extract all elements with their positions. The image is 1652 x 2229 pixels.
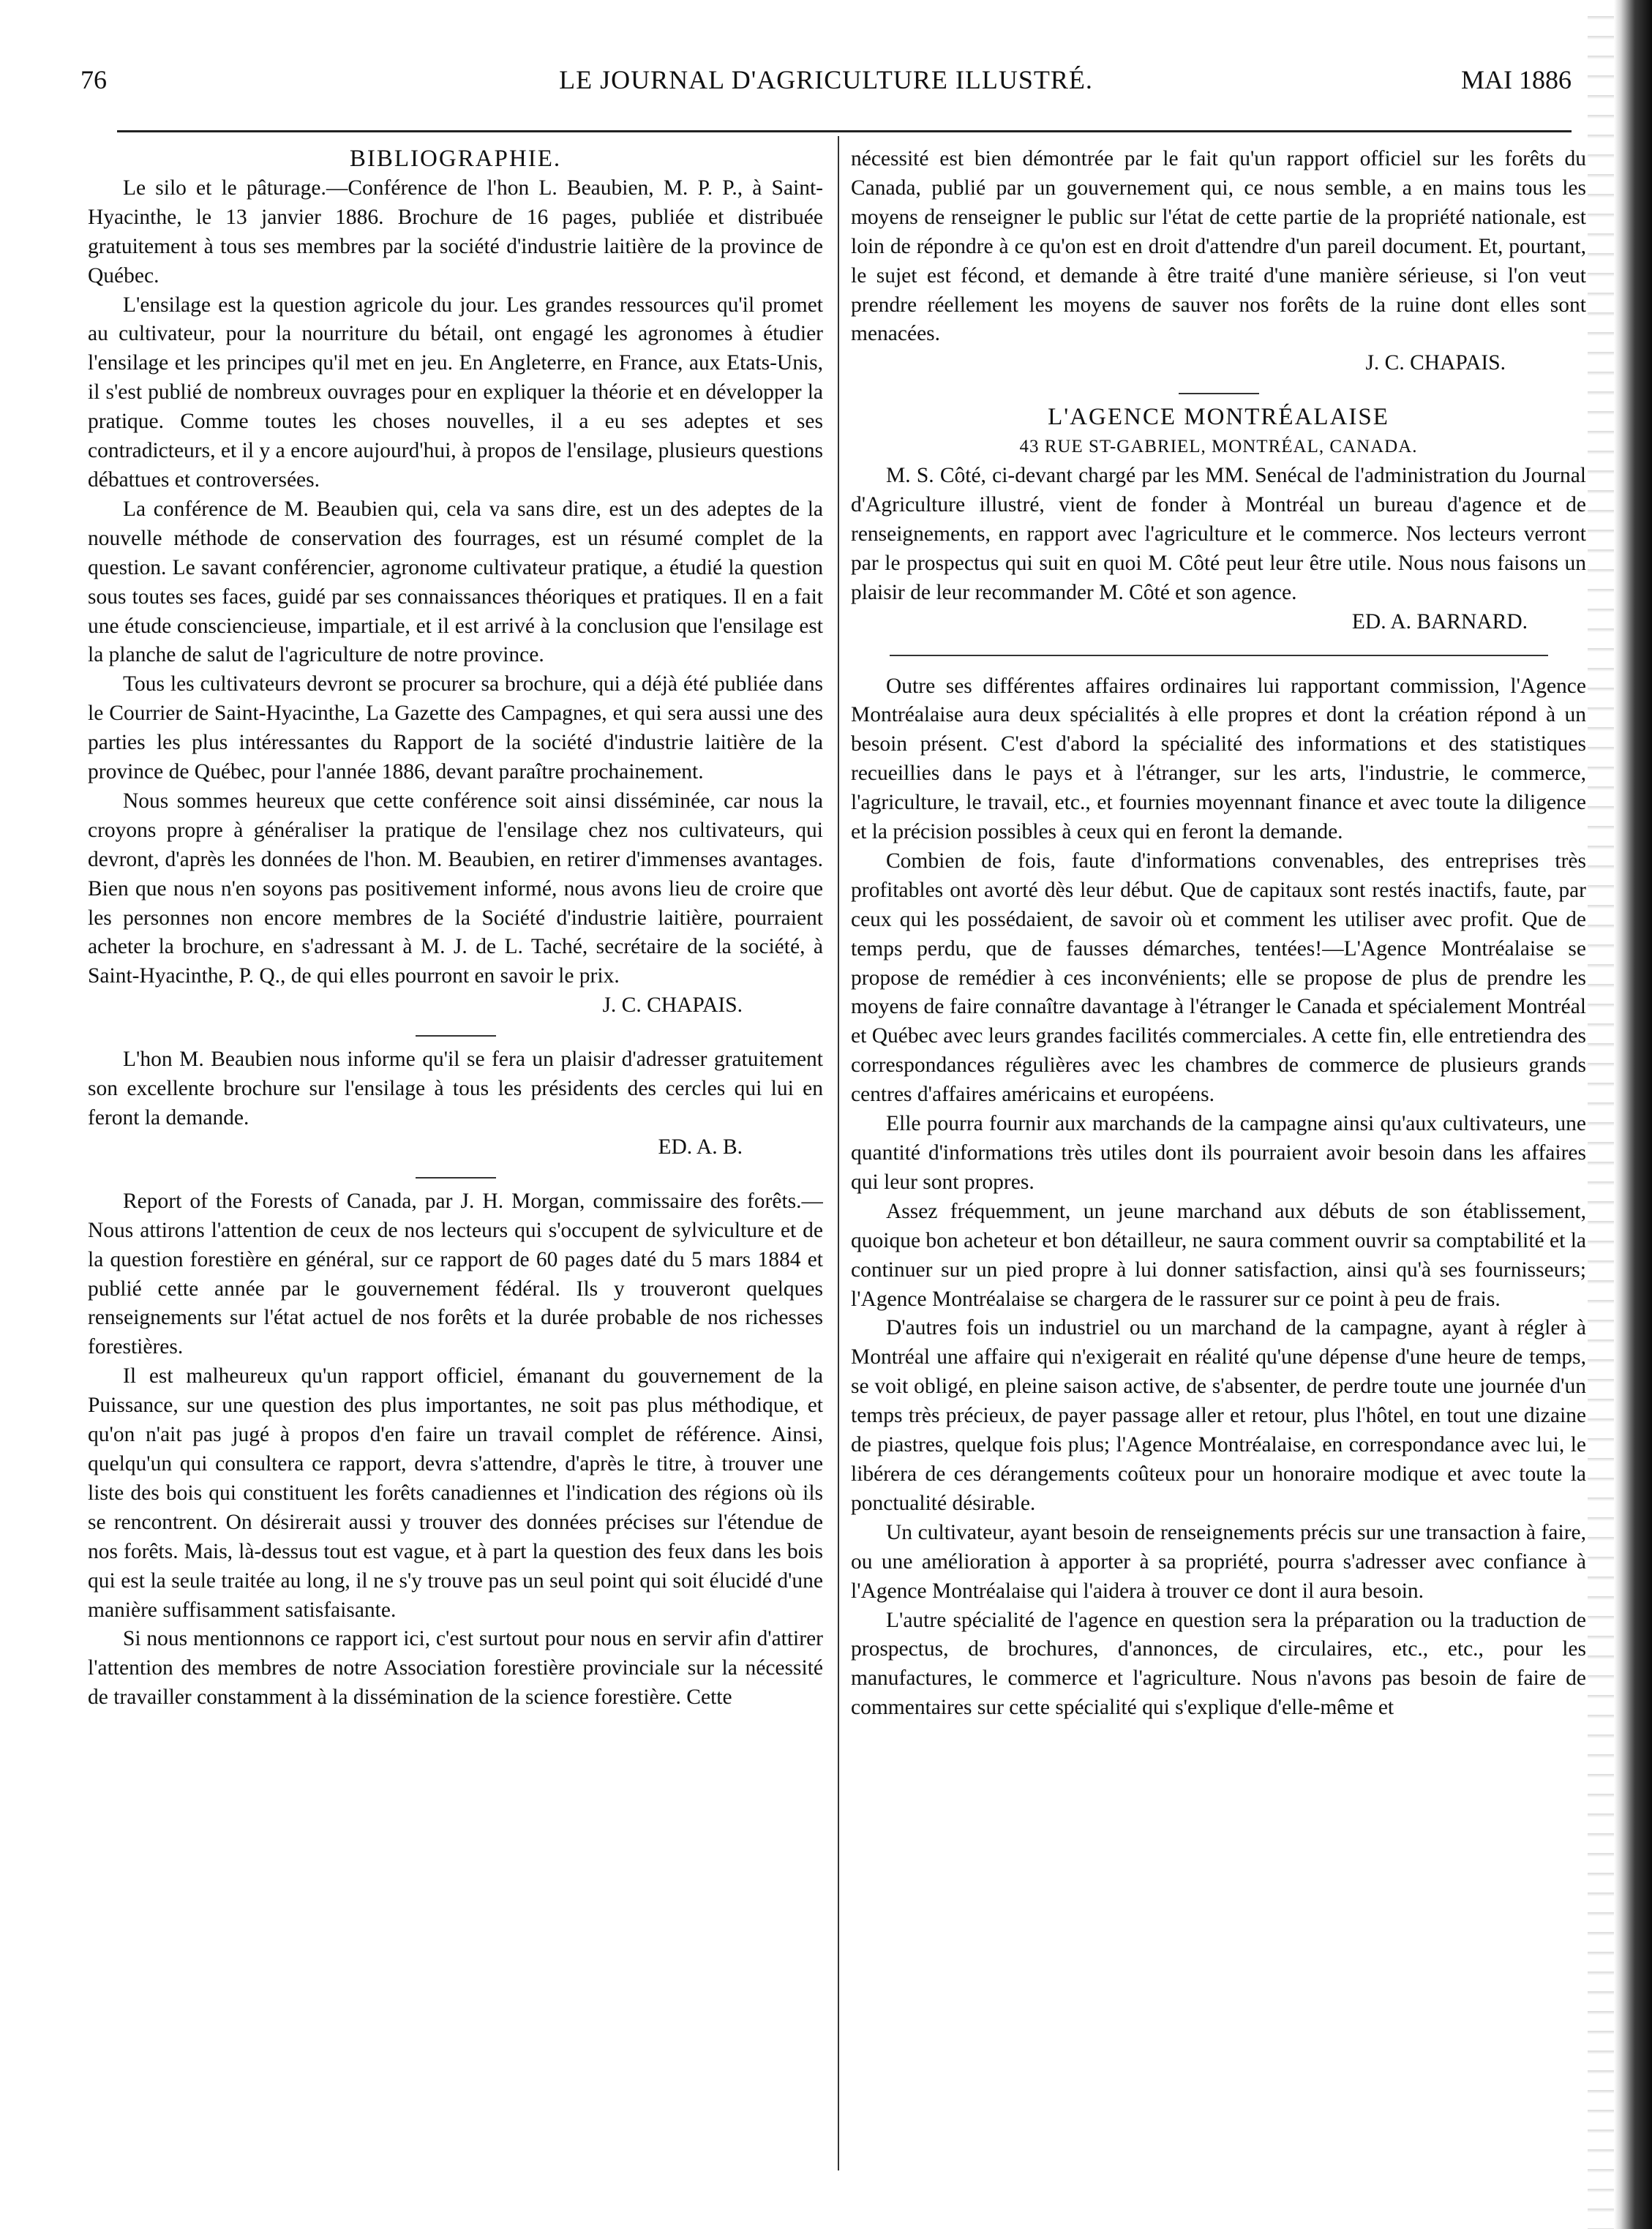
article-paragraph: Elle pourra fournir aux marchands de la campagne ainsi qu'aux cultivateurs, une quantité d'informations très utiles dont ils pourraient avoir besoin dans les affaires qui leur sont propres. xyxy=(851,1112,1586,1194)
signature-chapais: J. C. CHAPAIS. xyxy=(602,993,743,1018)
header-rule xyxy=(117,130,1572,132)
page-number: 76 xyxy=(80,65,107,94)
article-paragraph: Assez fréquemment, un jeune marchand aux débuts de son établissement, quoique bon acheteur et bon détailleur, ne saura comment ouvrir sa comptabilité et la continuer sur un pied propre à lui donner satisfaction, ainsi qu'à ses fournisseurs; l'Agence Montréalaise se chargera de le rassurer sur ce point à peu de frais. xyxy=(851,1199,1586,1311)
signature-barnard: ED. A. BARNARD. xyxy=(1351,609,1528,634)
silo-book-reference: Le silo et le pâturage.—Conférence de l'hon L. Beaubien, M. P. P., à Saint-Hyacinthe, le 13 janvier 1886. Brochure de 16 pages, publiée et distribuée gratuitement à tous ses membres par la société d'industrie laitière de la province de Québec. xyxy=(88,176,823,287)
article-paragraph: Tous les cultivateurs devront se procurer sa brochure, qui a déjà été publiée dans le Courrier de Saint-Hyacinthe, La Gazette des Campagnes, et qui sera aussi une des parties les plus intéressantes du Rapport de la société d'industrie laitière de la province de Québec, pour l'année 1886, devant paraître prochainement. xyxy=(88,672,823,784)
column-divider xyxy=(838,136,839,2170)
agence-address: 43 RUE ST-GABRIEL, MONTRÉAL, CANADA. xyxy=(1019,437,1418,457)
section-rule xyxy=(416,1035,496,1037)
article-paragraph: La conférence de M. Beaubien qui, cela va sans dire, est un des adeptes de la nouvelle méthode de conservation des fourrages, est un résumé complet de la question. Le savant conférencier, agronome cultivateur pratique, a étudié la question sous toutes ses faces, guidé par ses connaissances théoriques et pratiques. Il en a fait une étude consciencieuse, impartiale, et il est arrivé à la conclusion que l'ensilage est la planche de salut de l'agriculture de notre province. xyxy=(88,497,823,667)
article-paragraph: Nous sommes heureux que cette conférence soit ainsi disséminée, car nous la croyons propre à généraliser la pratique de l'ensilage chez nos cultivateurs, qui devront, d'après les données de l'hon. M. Beaubien, en retirer d'immenses avantages. Bien que nous n'en soyons pas positivement informé, nous avons lieu de croire que les personnes non encore membres de la Société d'industrie laitière, pourraient acheter la brochure, en s'adressant à M. J. de L. Taché, secrétaire de la société, à Saint-Hyacinthe, P. Q., de qui elles pourront en savoir le prix. xyxy=(88,789,823,988)
issue-date: MAI 1886 xyxy=(1461,65,1572,94)
article-paragraph: nécessité est bien démontrée par le fait qu'un rapport officiel sur les forêts du Canada, publié par un gouvernement qui, ce nous semble, a en mains tous les moyens de renseigner le public sur l'état de cette partie de la propriété nationale, est loin de répondre à ce qu'on est en droit d'attendre d'un pareil document. Et, pourtant, le sujet est fécond, et demande à être traité d'une manière sérieuse, si l'on veut prendre réellement les moyens de sauver nos forêts de la ruine dont elles sont menacées. xyxy=(851,147,1586,346)
section-rule xyxy=(890,655,1548,656)
article-paragraph: L'ensilage est la question agricole du jour. Les grandes ressources qu'il promet au cultivateur, pour la nourriture du bétail, ont engagé les agronomes à étudier l'ensilage et les principes qu'il met en jeu. En Angleterre, en France, aux Etats-Unis, il s'est publié de nombreux ouvrages pour en expliquer la théorie et en développer la pratique. Comme toutes les choses nouvelles, il a eu ses adeptes et ses contradicteurs, et il y a encore aujourd'hui, à propos de l'ensilage, plusieurs questions débattues et controversées. xyxy=(88,293,823,492)
section-rule xyxy=(416,1177,496,1179)
bibliographie-heading: BIBLIOGRAPHIE. xyxy=(349,146,562,172)
article-paragraph: L'autre spécialité de l'agence en question sera la préparation ou la traduction de prospectus, de brochures, d'annonces, de circulaires, etc., etc., pour les manufactures, le commerce et l'agriculture. Nous n'avons pas besoin de faire de commentaires sur cette spécialité qui s'explique d'elle-même et xyxy=(851,1608,1586,1720)
right-column xyxy=(851,145,1586,2193)
page-header xyxy=(80,64,1572,108)
article-paragraph: L'hon M. Beaubien nous informe qu'il se fera un plaisir d'adresser gratuitement son excellente brochure sur l'ensilage à tous les présidents des cercles qui lui en feront la demande. xyxy=(88,1048,823,1129)
article-paragraph: Un cultivateur, ayant besoin de renseignements précis sur une transaction à faire, ou une amélioration à apporter à sa propriété, pourra s'adresser avec confiance à l'Agence Montréalaise qui l'aidera à trouver ce dont il aura besoin. xyxy=(851,1520,1586,1603)
article-paragraph: Outre ses différentes affaires ordinaires lui rapportant commission, l'Agence Montréalaise aura deux spécialités à elle propres et dont la création répond à un besoin présent. C'est d'abord la spécialité des informations et des statistiques recueillies dans le pays et à l'étranger, sur les arts, l'industrie, le commerce, l'agriculture, le travail, etc., et fournies moyennant finance et avec toute la diligence et la précision possibles à ceux qui en feront la demande. xyxy=(851,674,1586,844)
article-paragraph: D'autres fois un industriel ou un marchand de la campagne, ayant à régler à Montréal une affaire qui n'exigerait en réalité qu'une dépense d'une heure de temps, se voit obligé, en pleine saison active, de s'absenter, de perdre toute une journée d'un temps très précieux, de payer passage aller et retour, plus l'hôtel, en tout une dizaine de piastres, quelque fois plus; l'Agence Montréalaise, en correspondance avec lui, le libérera de ces dérangements coûteux pour un honoraire modique et avec toute la ponctualité désirable. xyxy=(851,1316,1586,1515)
scan-binding-edge xyxy=(1614,0,1652,2229)
article-paragraph: Il est malheureux qu'un rapport officiel, émanant du gouvernement de la Puissance, sur une question des plus importantes, ne soit pas plus méthodique, et qu'on n'ait pas jugé à propos d'en faire un travail complet de référence. Ainsi, quelqu'un qui consultera ce rapport, devra s'attendre, d'après le titre, à trouver une liste des bois qui constituent les forêts canadiennes et l'indication des régions où ils se rencontrent. On désirerait aussi y trouver des données précises sur l'étendue de nos forêts. Mais, là-dessus tout est vague, et à part la question des feux dans les bois qui est la seule traitée au long, il ne s'y trouve pas un seul point qui soit élucidé d'une manière suffisamment satisfaisante. xyxy=(88,1364,823,1622)
signature-chapais: J. C. CHAPAIS. xyxy=(1365,351,1506,375)
article-paragraph: Combien de fois, faute d'informations convenables, des entreprises très profitables ont avorté dès leur début. Que de capitaux sont restés inactifs, faute, par ceux qui les possédaient, de savoir où et comment les utiliser avec profit. Que de temps perdu, que de fausses démarches, tentées!—L'Agence Montréalaise se propose de remédier à ces inconvénients; elle se propose de plus de prendre les moyens de faire connaître davantage à l'étranger le Canada et spécialement Montréal et Québec avec leurs grandes facilités commerciales. A cette fin, elle entretiendra des correspondances régulières avec les chambres de commerce de plusieurs grands centres d'affaires américains et européens. xyxy=(851,849,1586,1107)
agence-heading: L'AGENCE MONTRÉALAISE xyxy=(1048,404,1389,431)
forests-report-reference: Report of the Forests of Canada, par J. H. Morgan, commissaire des forêts.—Nous attirons l'attention de ceux de nos lecteurs qui s'occupent de sylviculture et de la question forestière en général, sur ce rapport de 60 pages daté du 5 mars 1884 et publié cette année par le gouvernement fédéral. Ils y trouveront quelques renseignements sur l'état actuel de nos forêts et la durée probable de nos richesses forestières. xyxy=(88,1189,823,1359)
article-paragraph: M. S. Côté, ci-devant chargé par les MM. Senécal de l'administration du Journal d'Agriculture illustré, vient de fonder à Montréal un bureau d'agence et de renseignements, en rapport avec l'agriculture et le commerce. Nos lecteurs verront par le prospectus qui suit en quoi M. Côté peut leur être utile. Nous nous faisons un plaisir de leur recommander M. Côté et son agence. xyxy=(851,464,1586,604)
section-rule xyxy=(1179,393,1259,394)
left-column xyxy=(88,145,823,2193)
page-edge-shadow xyxy=(1588,0,1614,2229)
journal-title: LE JOURNAL D'AGRICULTURE ILLUSTRÉ. xyxy=(559,65,1093,94)
signature-ed-a-b: ED. A. B. xyxy=(658,1135,743,1159)
article-paragraph: Si nous mentionnons ce rapport ici, c'est surtout pour nous en servir afin d'attirer l'attention des membres de notre Association forestière provinciale sur la nécessité de travailler constamment à la dissémination de la science forestière. Cette xyxy=(88,1627,823,1710)
